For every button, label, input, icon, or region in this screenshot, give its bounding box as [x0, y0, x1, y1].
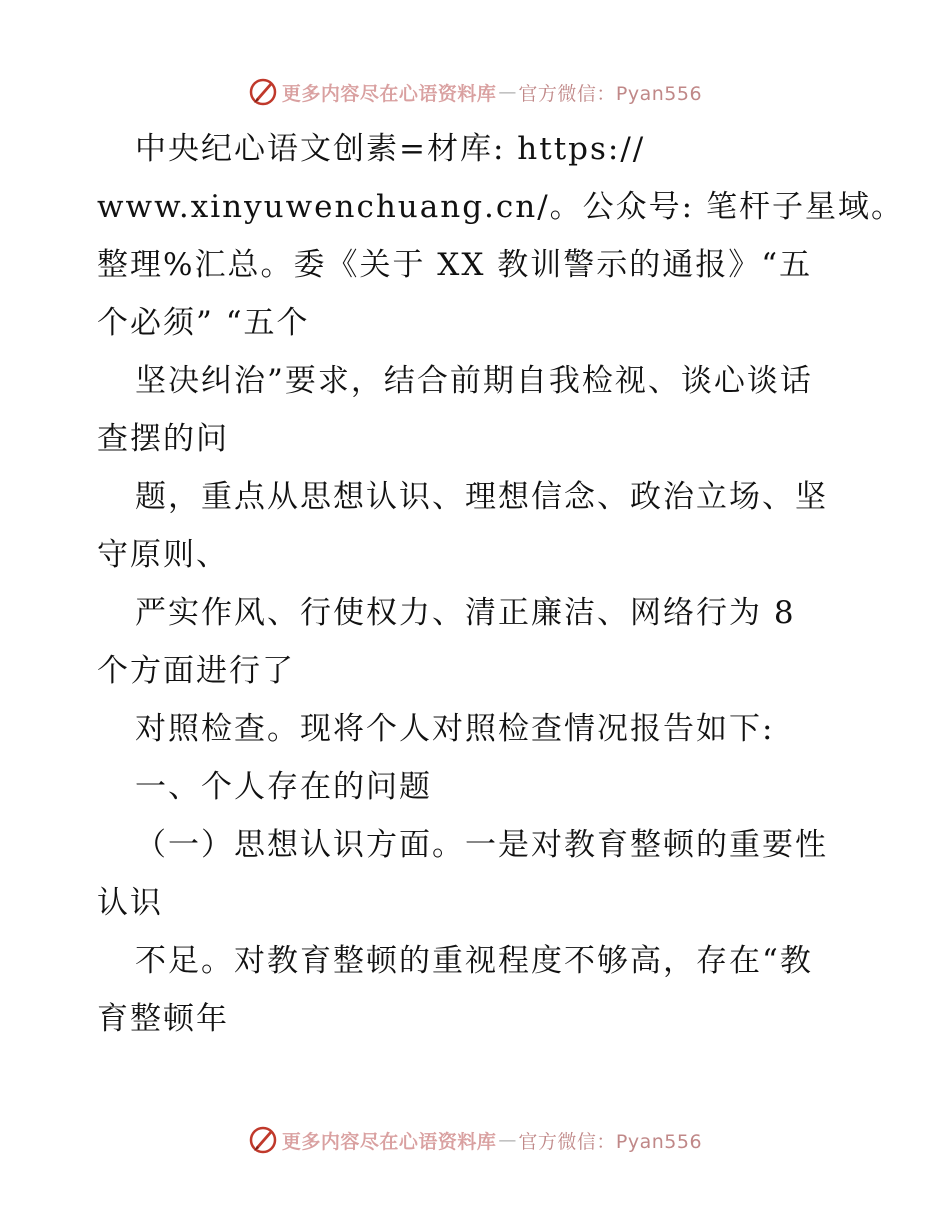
document-body: [97, 120, 904, 1048]
banner-wechat: 官方微信：Pyan556: [518, 82, 703, 105]
text-line: 题，重点从思想认识、理想信念、政治立场、坚: [135, 479, 828, 515]
header-banner: [0, 72, 950, 112]
text-line: www.xinyuwenchuang.cn/。公众号: 笔杆子星域。: [97, 189, 904, 225]
text-line: 育整顿年: [97, 1001, 229, 1037]
text-line: 不足。对教育整顿的重视程度不够高，存在“教: [135, 943, 813, 979]
banner-text: 更多内容尽在心语资料库: [281, 1130, 497, 1153]
footer-banner: [0, 1120, 950, 1160]
section-heading: 一、个人存在的问题: [135, 769, 432, 805]
banner-wechat: 官方微信：Pyan556: [518, 1130, 703, 1153]
quill-pen-icon: [248, 1125, 278, 1155]
text-line: 认识: [97, 885, 163, 921]
text-line: 严实作风、行使权力、清正廉洁、网络行为 8: [135, 595, 796, 631]
text-line: 中央纪心语文创素=材库: https://: [135, 131, 646, 167]
banner-separator: —: [498, 1129, 517, 1151]
text-line: 个必须” “五个: [97, 305, 310, 341]
text-line: 对照检查。现将个人对照检查情况报告如下:: [135, 711, 775, 747]
text-line: 查摆的问: [97, 421, 229, 457]
text-line: 守原则、: [97, 537, 229, 573]
quill-pen-icon: [248, 77, 278, 107]
text-line: （一）思想认识方面。一是对教育整顿的重要性: [135, 827, 828, 863]
text-line: 个方面进行了: [97, 653, 295, 689]
text-line: 整理%汇总。委《关于 XX 教训警示的通报》“五: [97, 247, 813, 283]
banner-separator: —: [498, 81, 517, 103]
banner-text: 更多内容尽在心语资料库: [281, 82, 497, 105]
text-line: 坚决纠治”要求，结合前期自我检视、谈心谈话: [135, 363, 813, 399]
